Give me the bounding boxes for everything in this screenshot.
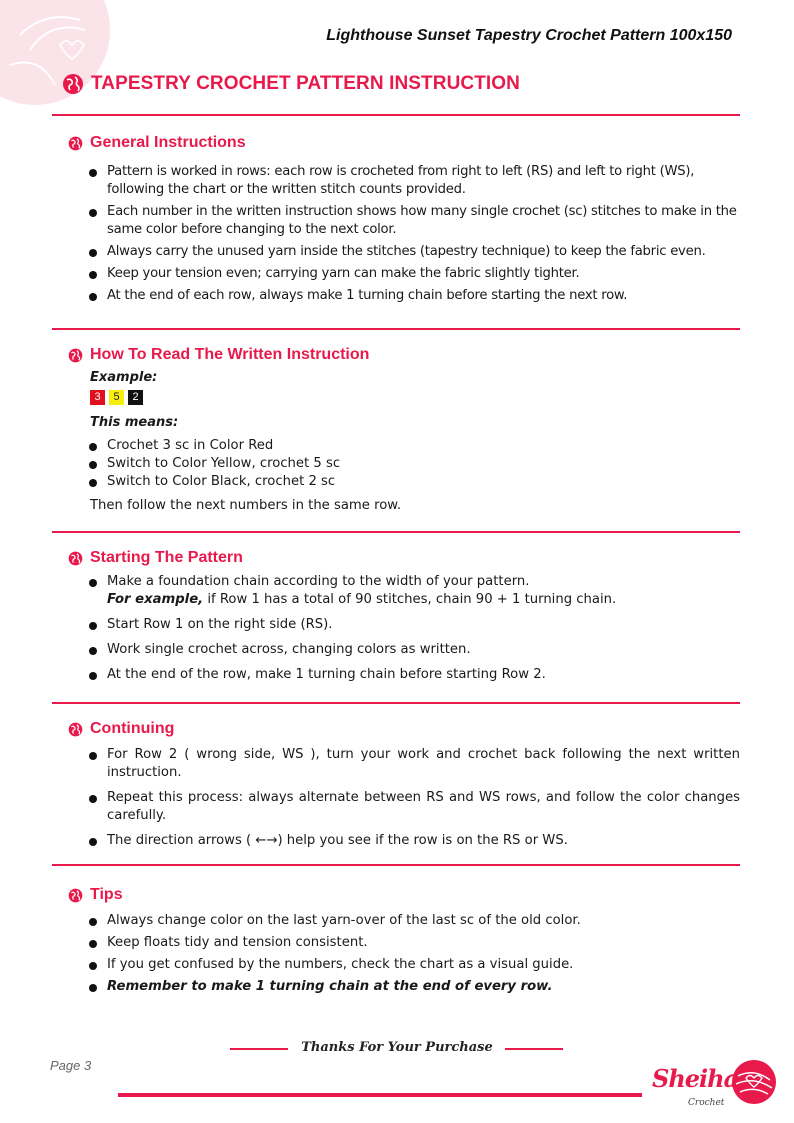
page-number: Page 3 [50, 1058, 92, 1073]
thanks-text: Thanks For Your Purchase [301, 1040, 493, 1055]
brand-logo [648, 1056, 782, 1116]
main-heading [62, 73, 520, 95]
list-item [88, 573, 740, 609]
list-item-final: Remember to make 1 turning chain at the end of every row. [88, 978, 740, 996]
section-general-title: General Instructions [90, 134, 246, 151]
divider [52, 864, 740, 866]
globe-icon [68, 722, 83, 737]
means-label: This means: [90, 415, 179, 430]
globe-icon [68, 136, 83, 151]
example-rest: if Row 1 has a total of 90 stitches, chain 90 + 1 turning chain. [203, 592, 617, 607]
section-continuing-heading [68, 720, 174, 738]
list-item: Always change color on the last yarn-over of the last sc of the old color. [88, 912, 740, 930]
list-item: Switch to Color Black, crochet 2 sc [88, 473, 740, 491]
divider [52, 328, 740, 330]
list-item: Crochet 3 sc in Color Red [88, 437, 740, 455]
globe-icon [68, 348, 83, 363]
example-emphasis: For example, [107, 592, 204, 607]
list-item: At the end of the row, make 1 turning chain before starting Row 2. [88, 666, 740, 684]
main-heading-text: TAPESTRY CROCHET PATTERN INSTRUCTION [91, 73, 520, 94]
list-item: Keep floats tidy and tension consistent. [88, 934, 740, 952]
section-read-title: How To Read The Written Instruction [90, 346, 370, 363]
globe-icon [68, 551, 83, 566]
globe-icon [68, 888, 83, 903]
starting-list [88, 573, 740, 684]
section-continuing-title: Continuing [90, 720, 175, 737]
section-general-heading [68, 134, 246, 152]
list-item: The direction arrows ( ←→) help you see if the row is on the RS or WS. [88, 832, 740, 850]
list-item: Always carry the unused yarn inside the stitches (tapestry technique) to keep the fabric even. [88, 243, 740, 261]
section-starting-title: Starting The Pattern [90, 549, 243, 566]
list-item: Keep your tension even; carrying yarn can make the fabric slightly tighter. [88, 265, 740, 283]
section-tips-title: Tips [90, 886, 123, 903]
footer-rule [118, 1093, 642, 1097]
list-item: For Row 2 ( wrong side, WS ), turn your work and crochet back following the next written instruction. [88, 746, 740, 782]
divider [52, 531, 740, 533]
chip-yellow: 5 [109, 390, 124, 405]
starting-item-text: Make a foundation chain according to the width of your pattern. [107, 574, 530, 589]
chip-black: 2 [128, 390, 143, 405]
example-label: Example: [90, 370, 158, 385]
list-item: Start Row 1 on the right side (RS). [88, 616, 740, 634]
section-tips-heading [68, 886, 123, 904]
list-item: Pattern is worked in rows: each row is crocheted from right to left (RS) and left to right (WS), following the chart or the written stitch counts provided. [88, 163, 740, 199]
list-item: Each number in the written instruction shows how many single crochet (sc) stitches to make in the same color before changing to the next color. [88, 203, 740, 239]
document-title: Lighthouse Sunset Tapestry Crochet Pattern 100x150 [326, 27, 732, 44]
list-item: If you get confused by the numbers, check the chart as a visual guide. [88, 956, 740, 974]
list-item: Switch to Color Yellow, crochet 5 sc [88, 455, 740, 473]
thanks-line-right [505, 1048, 563, 1050]
section-read-heading [68, 346, 369, 364]
list-item: At the end of each row, always make 1 turning chain before starting the next row. [88, 287, 740, 305]
logo-text: Sheiha [652, 1064, 739, 1093]
logo-subtext: Crochet [688, 1098, 725, 1108]
follow-text: Then follow the next numbers in the same row. [90, 498, 402, 513]
section-starting-heading [68, 549, 243, 567]
list-item: Repeat this process: always alternate between RS and WS rows, and follow the color changes carefully. [88, 789, 740, 825]
tips-list [88, 912, 740, 996]
general-list [88, 163, 740, 305]
chip-red: 3 [90, 390, 105, 405]
color-chips [90, 390, 147, 405]
divider [52, 114, 740, 116]
list-item: Work single crochet across, changing colors as written. [88, 641, 740, 659]
continuing-list [88, 746, 740, 850]
read-list [88, 437, 740, 491]
divider [52, 702, 740, 704]
globe-icon [62, 73, 84, 95]
